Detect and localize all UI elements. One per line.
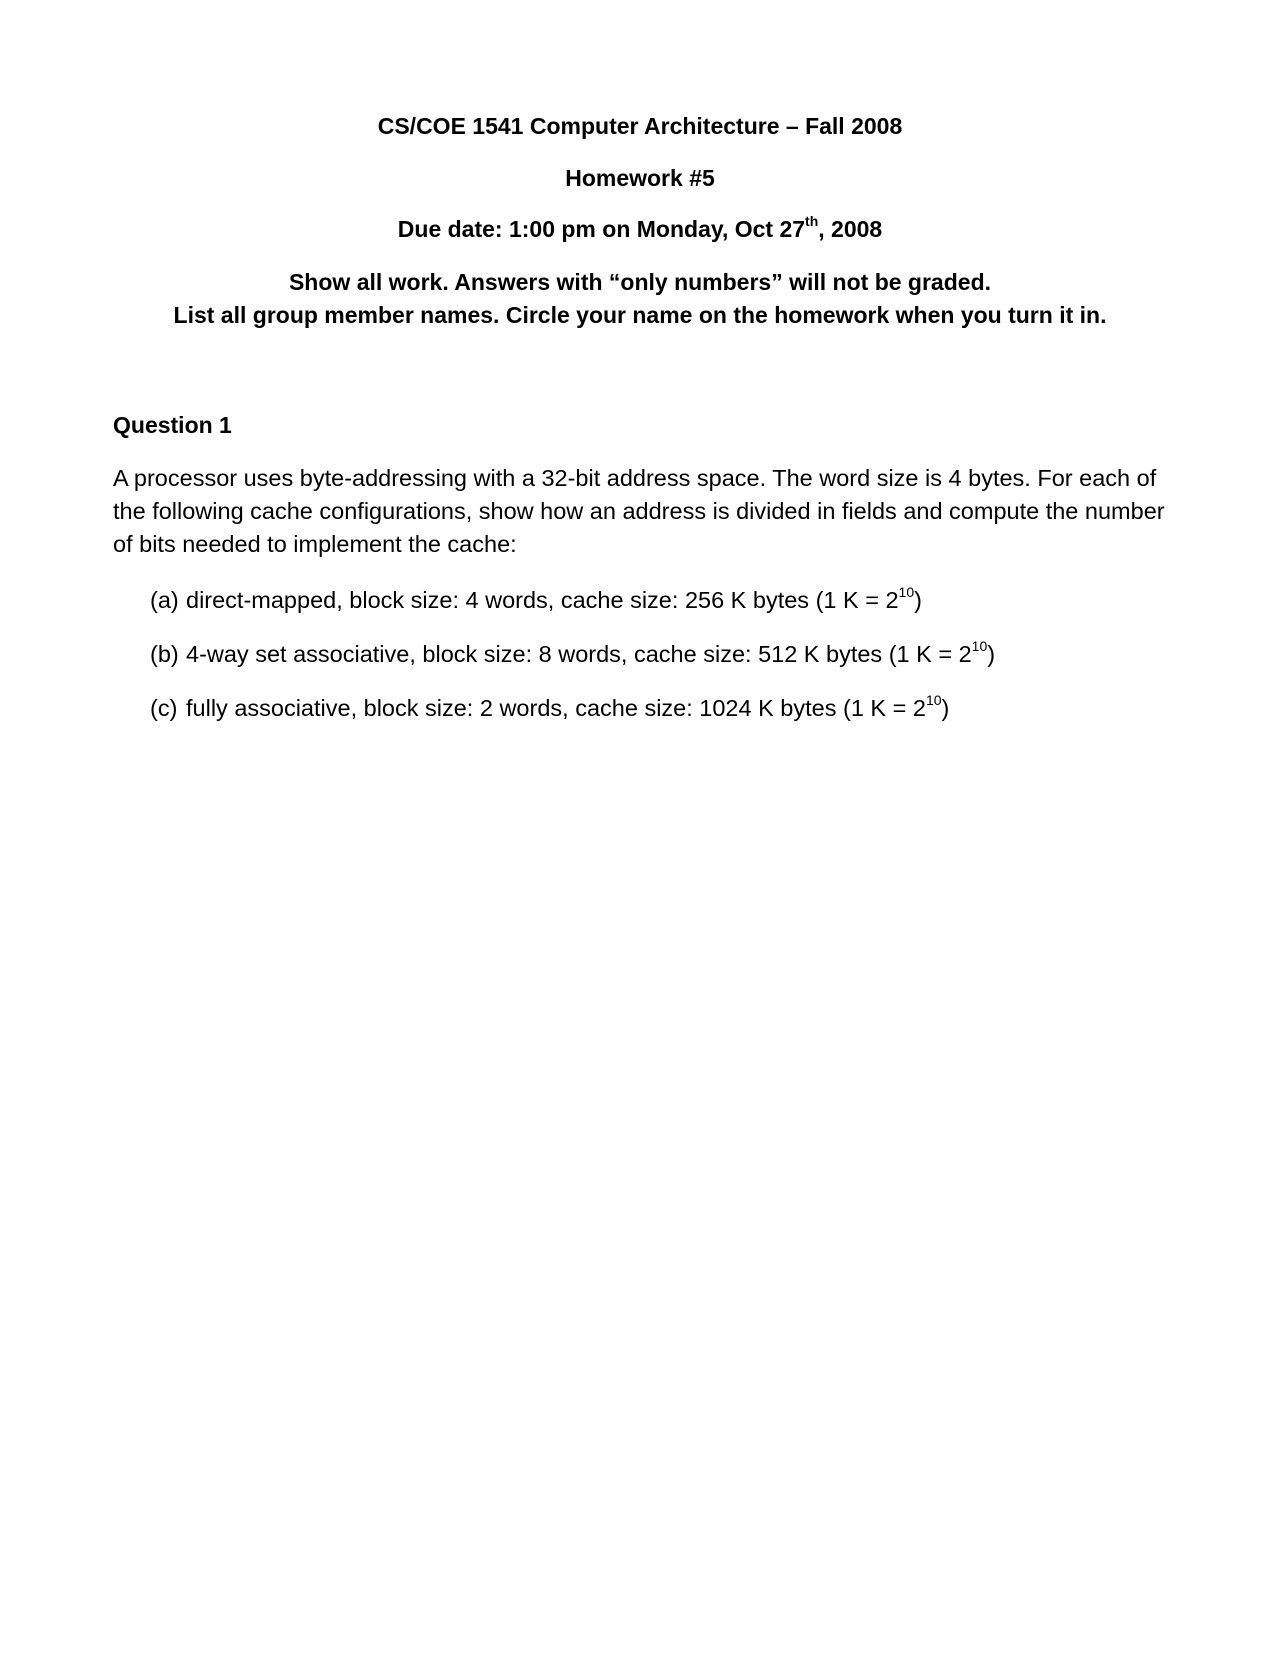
part-b-label: (b) (150, 641, 179, 667)
part-a-close: ) (914, 587, 922, 613)
part-b-close: ) (987, 641, 996, 667)
part-a-exponent: 10 (898, 584, 915, 601)
question-1-intro-text: A processor uses byte-addressing with a 32-bit address space. The word size is 4 bytes. For each of the following cache configurations, show how an address is divided in fields and compute the number of bits needed to implement the cache: (113, 465, 1165, 557)
instruction-show-work (0, 268, 1280, 296)
part-a-label: (a) (150, 587, 179, 613)
question-1-part-b (150, 640, 995, 668)
part-b-exponent: 10 (971, 638, 988, 655)
due-date-superscript: th (805, 213, 819, 230)
part-c-text: fully associative, block size: 2 words, cache size: 1024 K bytes (1 K = 2 (186, 695, 926, 721)
due-date-suffix: , 2008 (818, 216, 883, 242)
homework-title: Homework #5 (565, 165, 715, 191)
due-date (0, 215, 1280, 243)
instruction-show-work-rest: . Answers with “only numbers” will not be graded. (442, 269, 992, 295)
part-c-exponent: 10 (925, 692, 942, 709)
instruction-show-work-lead: Show all work (288, 269, 443, 295)
part-c-label: (c) (150, 695, 178, 721)
question-1-heading: Question 1 (113, 412, 232, 438)
course-title: CS/COE 1541 Computer Architecture – Fall 2008 (377, 113, 903, 139)
part-a-text: direct-mapped, block size: 4 words, cache size: 256 K bytes (1 K = 2 (186, 587, 899, 613)
part-b-text: 4-way set associative, block size: 8 words, cache size: 512 K bytes (1 K = 2 (186, 641, 972, 667)
question-1-part-c (150, 694, 949, 722)
question-1-part-a (150, 586, 922, 614)
instruction-group-names: List all group member names. Circle your name on the homework when you turn it in. (173, 302, 1107, 328)
question-1-intro (113, 462, 1173, 561)
part-c-close: ) (941, 695, 950, 721)
due-date-prefix: Due date: 1:00 pm on Monday, Oct 27 (397, 216, 806, 242)
